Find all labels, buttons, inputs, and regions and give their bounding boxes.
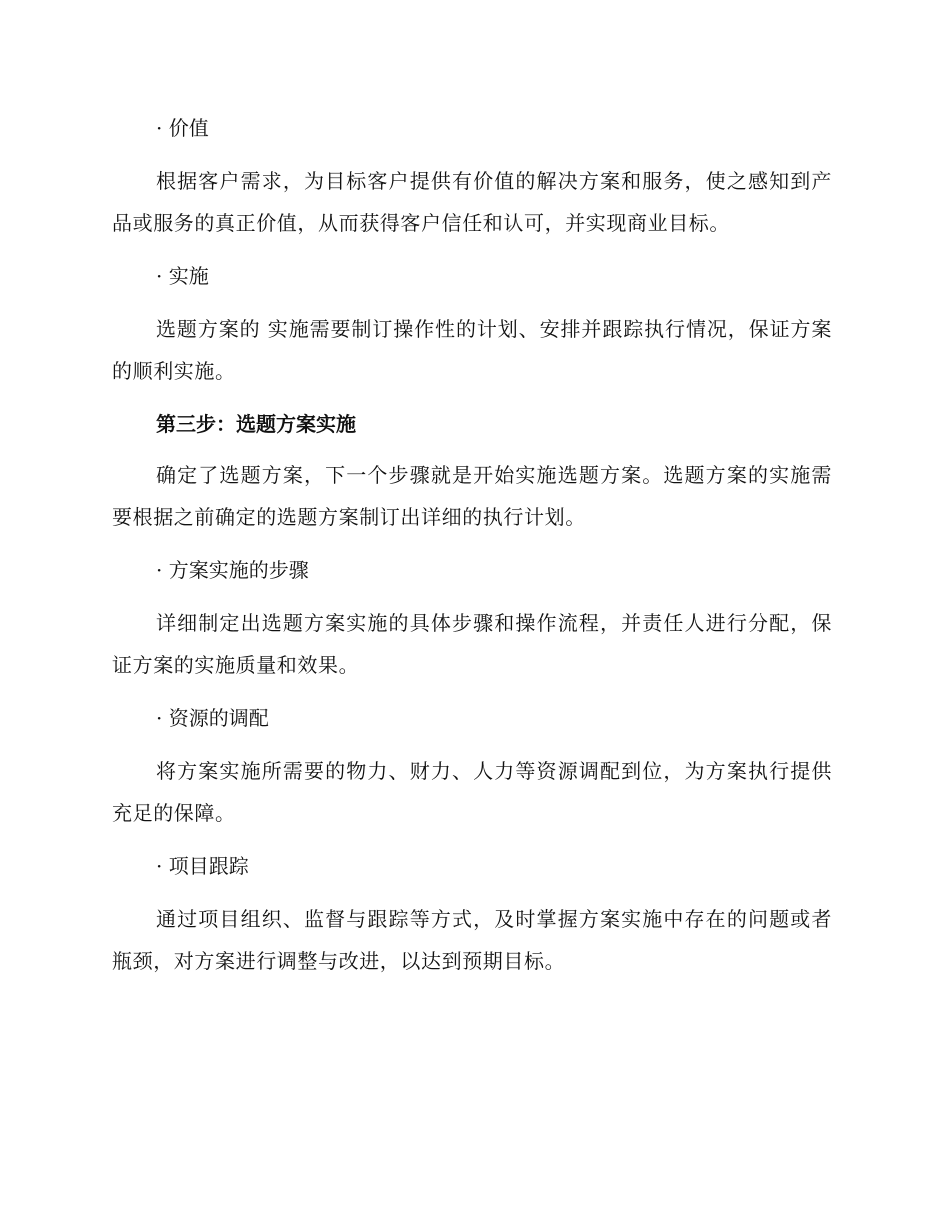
paragraph-implementation-steps: 详细制定出选题方案实施的具体步骤和操作流程，并责任人进行分配，保证方案的实施质量和效果。 — [112, 611, 832, 677]
bullet-implementation-steps: · 方案实施的步骤 — [156, 558, 309, 582]
bullet-resource-allocation: · 资源的调配 — [156, 706, 269, 730]
paragraph-step3-intro: 确定了选题方案，下一个步骤就是开始实施选题方案。选题方案的实施需要根据之前确定的选题方案制订出详细的执行计划。 — [112, 463, 832, 529]
paragraph-value: 根据客户需求，为目标客户提供有价值的解决方案和服务，使之感知到产品或服务的真正价值，从而获得客户信任和认可，并实现商业目标。 — [112, 169, 832, 235]
paragraph-implementation: 选题方案的 实施需要制订操作性的计划、安排并跟踪执行情况，保证方案的顺利实施。 — [112, 317, 832, 383]
paragraph-project-tracking: 通过项目组织、监督与跟踪等方式，及时掌握方案实施中存在的问题或者瓶颈，对方案进行调整与改进，以达到预期目标。 — [112, 907, 832, 973]
section-heading-step3: 第三步：选题方案实施 — [156, 412, 356, 436]
bullet-implementation: · 实施 — [156, 264, 209, 288]
bullet-project-tracking: · 项目跟踪 — [156, 854, 249, 878]
document-body — [112, 108, 832, 994]
bullet-value: · 价值 — [156, 116, 209, 140]
paragraph-resource-allocation: 将方案实施所需要的物力、财力、人力等资源调配到位，为方案执行提供充足的保障。 — [112, 759, 832, 825]
